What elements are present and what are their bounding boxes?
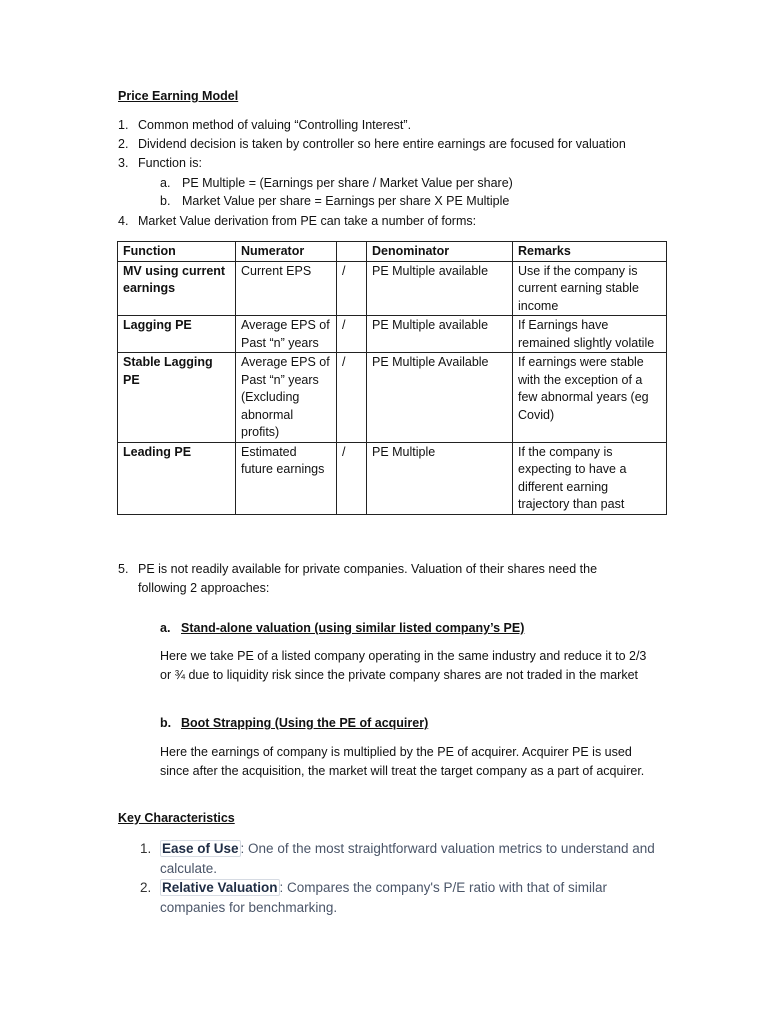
cell-denominator: PE Multiple available [367, 316, 513, 353]
table-row [118, 316, 667, 353]
table-row [118, 442, 667, 514]
list-number: 2. [140, 880, 152, 895]
cell-function: Lagging PE [118, 316, 236, 353]
characteristic-text: : Compares the company's P/E ratio with that of similar companies for benchmarking. [160, 880, 608, 915]
list-text: Common method of valuing “Controlling Interest”. [138, 118, 412, 132]
list-number: 3. [118, 156, 129, 170]
approach-a-heading [160, 619, 524, 638]
cell-denominator: PE Multiple [367, 442, 513, 514]
characteristic-item [140, 878, 660, 918]
list-letter: a. [160, 176, 171, 190]
cell-function: Leading PE [118, 442, 236, 514]
list-number: 1. [140, 841, 152, 856]
table-row [118, 261, 667, 316]
header-function: Function [118, 242, 236, 262]
header-denominator: Denominator [367, 242, 513, 262]
cell-denominator: PE Multiple Available [367, 353, 513, 443]
cell-numerator: Average EPS of Past “n” years (Excluding abnormal profits) [236, 353, 337, 443]
cell-function: MV using current earnings [118, 261, 236, 316]
header-numerator: Numerator [236, 242, 337, 262]
list-text: Market Value derivation from PE can take a number of forms: [138, 214, 477, 228]
sub-list-item [160, 194, 509, 208]
cell-denominator: PE Multiple available [367, 261, 513, 316]
list-number: 5. [118, 562, 129, 576]
cell-remarks: If the company is expecting to have a different earning trajectory than past [513, 442, 667, 514]
page-title: Price Earning Model [118, 89, 239, 103]
pe-forms-table [117, 241, 667, 515]
approach-a-text: Here we take PE of a listed company operating in the same industry and reduce it to 2/3 or ¾ due to liquidity risk since the private company shares are not traded in the market [160, 649, 647, 682]
cell-remarks: If Earnings have remained slightly volatile [513, 316, 667, 353]
list-number: 1. [118, 118, 129, 132]
list-letter: b. [160, 716, 172, 730]
characteristic-body [160, 878, 660, 918]
cell-remarks: If earnings were stable with the exception of a few abnormal years (eg Covid) [513, 353, 667, 443]
table-row [118, 353, 667, 443]
cell-numerator: Average EPS of Past “n” years [236, 316, 337, 353]
list-text: PE is not readily available for private companies. Valuation of their shares need the following 2 approaches: [138, 562, 598, 595]
table-header-row [118, 242, 667, 262]
cell-divider: / [337, 353, 367, 443]
cell-function: Stable Lagging PE [118, 353, 236, 443]
key-characteristics-title: Key Characteristics [118, 811, 235, 825]
cell-divider: / [337, 316, 367, 353]
approach-a-title: Stand-alone valuation (using similar listed company’s PE) [181, 621, 525, 635]
cell-divider: / [337, 442, 367, 514]
list-text: Market Value per share = Earnings per share X PE Multiple [182, 194, 510, 208]
characteristic-item [140, 839, 660, 879]
header-divider [337, 242, 367, 262]
cell-numerator: Estimated future earnings [236, 442, 337, 514]
cell-numerator: Current EPS [236, 261, 337, 316]
cell-remarks: Use if the company is current earning stable income [513, 261, 667, 316]
sub-list-item [160, 176, 513, 190]
list-item [118, 560, 638, 598]
list-number: 4. [118, 214, 129, 228]
cell-divider: / [337, 261, 367, 316]
characteristic-term: Relative Valuation [162, 880, 278, 895]
list-text: Dividend decision is taken by controller so here entire earnings are focused for valuation [138, 137, 626, 151]
list-letter: b. [160, 194, 171, 208]
list-item [118, 156, 202, 170]
characteristic-text: : One of the most straightforward valuation metrics to understand and calculate. [160, 841, 655, 876]
list-letter: a. [160, 621, 171, 635]
list-text: PE Multiple = (Earnings per share / Market Value per share) [182, 176, 513, 190]
approach-b-text: Here the earnings of company is multiplied by the PE of acquirer. Acquirer PE is used since after the acquisition, the market will treat the target company as a part of acquirer. [160, 745, 645, 778]
approach-b-heading [160, 714, 428, 733]
header-remarks: Remarks [513, 242, 667, 262]
list-text: Function is: [138, 156, 202, 170]
list-number: 2. [118, 137, 129, 151]
list-item [118, 137, 626, 151]
approach-b-title: Boot Strapping (Using the PE of acquirer) [181, 716, 429, 730]
characteristic-body [160, 839, 660, 879]
characteristic-term: Ease of Use [162, 841, 239, 856]
list-item [118, 118, 411, 132]
list-item [118, 214, 476, 228]
